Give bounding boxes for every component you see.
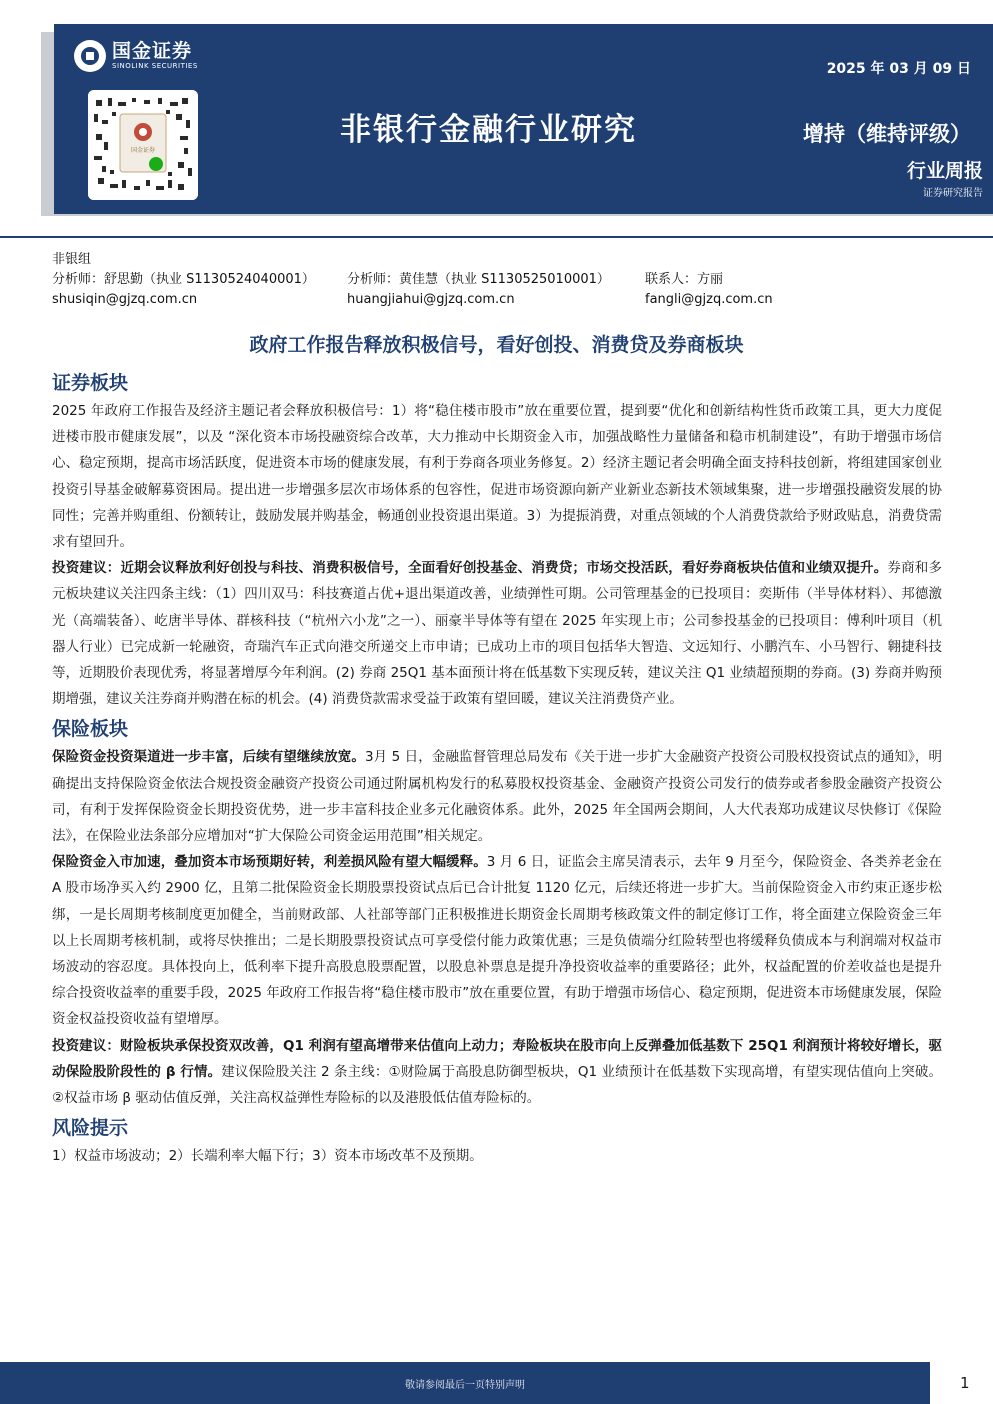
logo-mark-icon <box>74 40 106 72</box>
analyst-group: 非银组 <box>52 252 92 267</box>
rating: 增持（维持评级） <box>803 122 971 146</box>
securities-investment-advice: 投资建议：近期会议释放利好创投与科技、消费积极信号，全面看好创投基金、消费贷；市场交投活跃，看好券商板块估值和业绩双提升。 <box>52 560 888 577</box>
report-title: 非银行金融行业研究 <box>340 112 637 148</box>
qr-card-text: 国金证券 <box>130 147 156 154</box>
analyst-2: 分析师：黄佳慧（执业 S1130525010001） <box>347 272 610 287</box>
section-title-insurance: 保险板块 <box>52 718 129 741</box>
header-divider <box>0 236 993 238</box>
insurance-point-2: 保险资金入市加速，叠加资本市场预期好转，利差损风险有望大幅缓释。 <box>52 854 487 871</box>
analyst-1: 分析师：舒思勤（执业 S1130524040001） <box>52 272 315 287</box>
securities-paragraph-2 <box>52 555 942 712</box>
insurance-investment-advice: 投资建议：财险板块承保投资双改善，Q1 利润有望高增带来估值向上动力；寿险板块在股市向上反弹叠加低基数下 25Q1 利润预计将较好增长，驱动保险股阶段性的 β 行情。 <box>52 1037 942 1080</box>
contact-person: 联系人：方丽 <box>645 272 724 287</box>
insurance-point-1: 保险资金投资渠道进一步丰富，后续有望继续放宽。 <box>52 749 365 766</box>
analyst-2-email[interactable]: huangjiahui@gjzq.com.cn <box>347 292 515 307</box>
report-subtype: 证券研究报告 <box>923 188 983 199</box>
risk-paragraph: 1）权益市场波动；2）长端利率大幅下行；3）资本市场改革不及预期。 <box>52 1148 483 1165</box>
section-title-risk: 风险提示 <box>52 1117 129 1140</box>
analyst-1-email[interactable]: shusiqin@gjzq.com.cn <box>52 292 198 307</box>
insurance-paragraph-2 <box>52 849 942 1032</box>
logo-name: 国金证券 <box>112 40 193 62</box>
page-number: 1 <box>960 1374 970 1392</box>
insurance-advice-body: 建议保险股关注 2 条主线：①财险属于高股息防御型板块，Q1 业绩预计在低基数下实现高增，有望实现估值向上突破。②权益市场 β 驱动估值反弹，关注高权益弹性寿险标的以及港股低估值寿险标的。 <box>52 1063 942 1107</box>
securities-paragraph-1: 2025 年政府工作报告及经济主题记者会释放积极信号：1）将“稳住楼市股市”放在重要位置，提到要“优化和创新结构性货币政策工具，更大力度促进楼市股市健康发展”，以及 “深化资本市场投融资综合改革，大力推动中长期资金入市，加强战略性力量储备和稳市机制建设”，有助于增强市场信心、稳定预期，提高市场活跃度，促进资本市场的健康发展，有利于券商各项业务修复。2）经济主题记者会明确全面支持科技创新，将组建国家创业投资引导基金破解募资困局。提出进一步增强多层次市场体系的包容性，促进市场资源向新产业新业态新技术领域集聚，进一步增强投融资发展的协同性；完善并购重组、份额转让，鼓励发展并购基金，畅通创业投资退出渠道。3）为提振消费，对重点领域的个人消费贷款给予财政贴息，消费贷需求有望回升。 <box>52 403 942 551</box>
section-title-securities: 证券板块 <box>52 372 129 394</box>
contact-email[interactable]: fangli@gjzq.com.cn <box>645 292 773 307</box>
securities-advice-body: 券商和多元板块建议关注四条主线：（1）四川双马：科技赛道占优+退出渠道改善，业绩弹性可期。公司管理基金的已投项目：奕斯伟（半导体材料）、邦德激光（高端装备）、屹唐半导体、群核科技（“杭州六小龙”之一）、丽豪半导体等有望在 2025 年实现上市；公司参投基金的已投项目：傅利叶项目（机器人行业）已完成新一轮融资，奇瑞汽车正式向港交所递交上市申请；已成功上市的项目包括华大智造、文远知行、小鹏汽车、小马智行、翱捷科技等，近期股价表现优秀，将显著增厚今年利润。(2) 券商 25Q1 基本面预计将在低基数下实现反转，建议关注 Q1 业绩超预期的券商。(3) 券商并购预期增强，建议关注券商并购潜在标的机会。(4) 消费贷款需求受益于政策有望回暖，建议关注消费贷产业。 <box>52 560 943 708</box>
insurance-paragraph-1 <box>52 744 942 849</box>
footer-disclaimer-note: 敬请参阅最后一页特别声明 <box>405 1380 525 1391</box>
report-body <box>52 366 942 1169</box>
company-logo <box>74 40 198 72</box>
insurance-point-2-body: 3 月 6 日，证监会主席吴清表示，去年 9 月至今，保险资金、各类养老金在 A 股市场净买入约 2900 亿，且第二批保险资金长期股票投资试点后已合计批复 1120 亿元，后续还将进一步扩大。当前保险资金入市约束正逐步松绑，一是长周期考核制度更加健全，当前财政部、人社部等部门正积极推进长期资金长周期考核政策文件的制定修订工作，将全面建立保险资金三年以上长周期考核机制，或将尽快推出；二是长期股票投资试点可享受偿付能力政策优惠；三是负债端分红险转型也将缓释负债成本与利润端对权益市场波动的容忍度。具体投向上，低利率下提升高股息股票配置，以股息补票息是提升净投资收益率的重要路径；此外，权益配置的价差收益也是提升综合投资收益率的重要手段，2025 年政府工作报告将“稳住楼市股市”放在重要位置，有助于增强市场信心、稳定预期，促进资本市场健康发展，保险资金权益投资收益有望增厚。 <box>52 854 942 1028</box>
report-date: 2025 年 03 月 09 日 <box>826 61 971 77</box>
insurance-paragraph-3 <box>52 1033 942 1112</box>
logo-english-name: SINOLINK SECURITIES <box>112 62 198 70</box>
qr-code-icon <box>88 90 198 200</box>
report-type: 行业周报 <box>906 160 983 182</box>
insurance-point-1-body: 3月 5 日，金融监督管理总局发布《关于进一步扩大金融资产投资公司股权投资试点的通知》，明确提出支持保险资金依法合规投资金融资产投资公司通过附属机构发行的私募股权投资基金、金融资产投资公司发行的债券或者参股金融资产投资公司，有利于发挥保险资金长期投资优势，进一步丰富科技企业多元化融资体系。此外，2025 年全国两会期间，人大代表郑功成建议尽快修订《保险法》，在保险业法条部分应增加对“扩大保险公司资金运用范围”相关规定。 <box>52 749 942 845</box>
report-headline: 政府工作报告释放积极信号，看好创投、消费贷及券商板块 <box>249 334 744 356</box>
